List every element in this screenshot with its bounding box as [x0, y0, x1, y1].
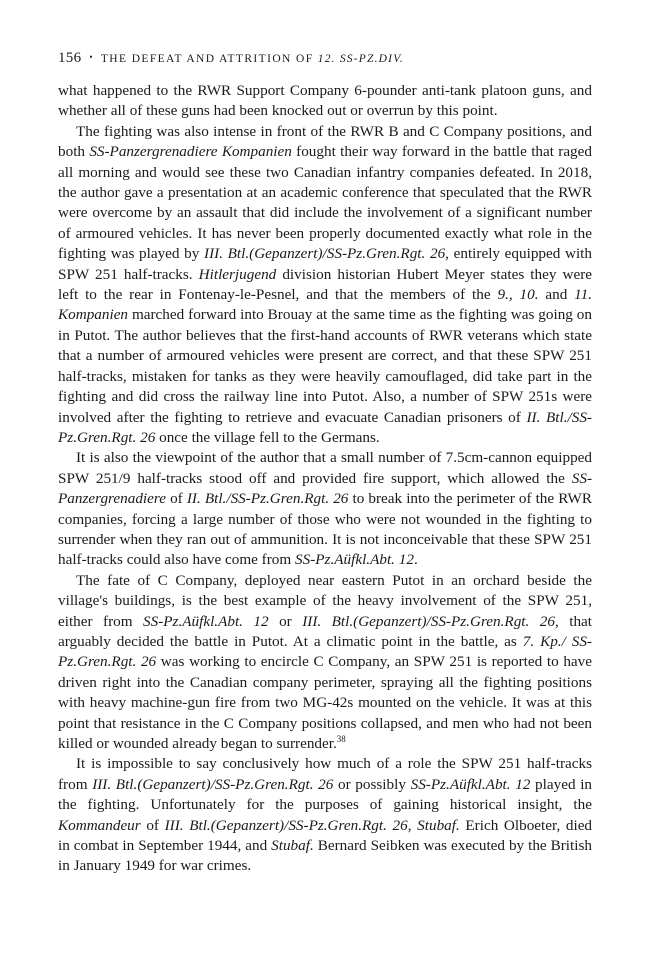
running-title-division: 12. SS-PZ.DIV. — [317, 53, 405, 65]
text-run: once the village fell to the Germans. — [155, 428, 380, 446]
italic-text: 11. Kompanien — [58, 286, 592, 324]
text-run: to break into the perimeter of the RWR companies, forcing a large number of those who were not wounded in the fighting to surrender when they ran out of ammunition. It is not inconceivable that these SPW 251 half-tracks could also have come from — [58, 490, 592, 569]
text-run: or possibly — [333, 775, 411, 793]
text-run: , entirely equipped with SPW 251 half-tracks. — [58, 245, 592, 283]
italic-text: SS-Panzergrenadiere — [58, 469, 592, 508]
italic-text: II. Btl./SS-Pz.Gren.Rgt. 26 — [186, 490, 349, 508]
text-run: The fighting was also intense in front of the RWR B and C Company positions, and both — [58, 122, 592, 161]
page-number: 156 — [58, 50, 82, 66]
italic-text: III. Btl.(Gepanzert)/SS-Pz.Gren.Rgt. 26 — [204, 245, 446, 263]
running-title: THE DEFEAT AND ATTRITION OF — [100, 53, 318, 65]
text-run: what happened to the RWR Support Company 6-pounder anti-tank platoon guns, and whether all of these guns had been knocked out or overrun by this point. — [58, 82, 592, 120]
text-run: The fate of C Company, deployed near eastern Putot in an orchard beside the village's buildings, is the best example of the heavy involvement of the SPW 251, either from — [58, 571, 592, 630]
text-run: of — [165, 490, 187, 508]
italic-text: Kommandeur — [58, 816, 141, 834]
footnote-marker: 38 — [336, 734, 346, 744]
text-run: fought their way forward in the battle that raged all morning and would see these two Canadian infantry companies defeated. In 2018, the author gave a presentation at an academic conference that speculated that the RWR were overcome by an assault that did include the involvement of a significant number of armoured vehicles. It has never been properly documented exactly what role in the fighting was played by — [58, 143, 592, 263]
text-run: and — [538, 286, 575, 304]
text-run: Bernard Seibken was executed by the British in January 1949 for war crimes. — [58, 837, 592, 875]
text-run: Erich Olboeter, died in combat in September 1944, and — [58, 816, 593, 855]
italic-text: Hitlerjugend — [198, 265, 277, 283]
italic-text: III. Btl.(Gepanzert)/SS-Pz.Gren.Rgt. 26 — [302, 612, 555, 630]
italic-text: SS-Pz.Aüfkl.Abt. 12 — [410, 775, 531, 793]
paragraph — [58, 448, 592, 570]
text-run: was working to encircle C Company, an SPW 251 is reported to have driven right into the Canadian company perimeter, spraying all the fighting positions with heavy machine-gun fire from two MG-42s mounted on the vehicle. It was at this point that resistance in the C Company positions collapsed, and men who had not been killed or wounded already began to surrender. — [58, 653, 592, 752]
body-text — [58, 81, 592, 877]
text-run: , — [407, 816, 418, 834]
text-run: , that arguably decided the battle in Putot. At a climatic point in the battle, as — [58, 612, 592, 650]
text-run: . — [413, 551, 418, 569]
text-run: or — [268, 612, 303, 630]
book-page — [58, 50, 592, 877]
italic-text: III. Btl.(Gepanzert)/SS-Pz.Gren.Rgt. 26 — [164, 816, 408, 834]
italic-text: 9., 10. — [497, 286, 539, 304]
paragraph — [58, 571, 592, 755]
paragraph — [58, 81, 592, 122]
italic-text: SS-Pz.Aüfkl.Abt. 12 — [143, 612, 269, 630]
italic-text: Stubaf. — [417, 816, 460, 834]
text-run: marched forward into Brouay at the same time as the fighting was going on in Putot. The author believes that the first-hand accounts of RWR veterans which state that a number of armoured vehicles were present are correct, and that these SPW 251 half-tracks, mistaken for tanks as they were heavily camouflaged, did take part in the fighting and did cross the railway line into Putot. Also, a number of SPW 251s were involved after the fighting to retrieve and evacuate Canadian prisoners of — [58, 306, 592, 426]
text-run: division historian Hubert Meyer states they were left to the rear in Fontenay-le-Pesnel, and that the members of the — [58, 265, 592, 304]
text-run: of — [140, 816, 165, 834]
italic-text: Stubaf. — [271, 837, 314, 855]
paragraph — [58, 754, 592, 876]
bullet-separator: • — [89, 52, 93, 62]
italic-text: 7. Kp./ SS-Pz.Gren.Rgt. 26 — [58, 632, 592, 671]
paragraph — [58, 122, 592, 449]
italic-text: II. Btl./SS-Pz.Gren.Rgt. 26 — [58, 408, 592, 446]
italic-text: SS-Panzergrenadiere Kompanien — [89, 143, 292, 161]
running-head — [58, 50, 592, 67]
text-run: It is also the viewpoint of the author that a small number of 7.5cm-cannon equipped SPW 251/9 half-tracks stood off and provided fire support, which allowed the — [58, 449, 592, 487]
text-run: played in the fighting. Unfortunately for the purposes of gaining historical insight, the — [58, 775, 593, 814]
italic-text: III. Btl.(Gepanzert)/SS-Pz.Gren.Rgt. 26 — [92, 775, 334, 793]
italic-text: SS-Pz.Aüfkl.Abt. 12 — [295, 551, 414, 569]
text-run: It is impossible to say conclusively how much of a role the SPW 251 half-tracks from — [58, 755, 592, 793]
